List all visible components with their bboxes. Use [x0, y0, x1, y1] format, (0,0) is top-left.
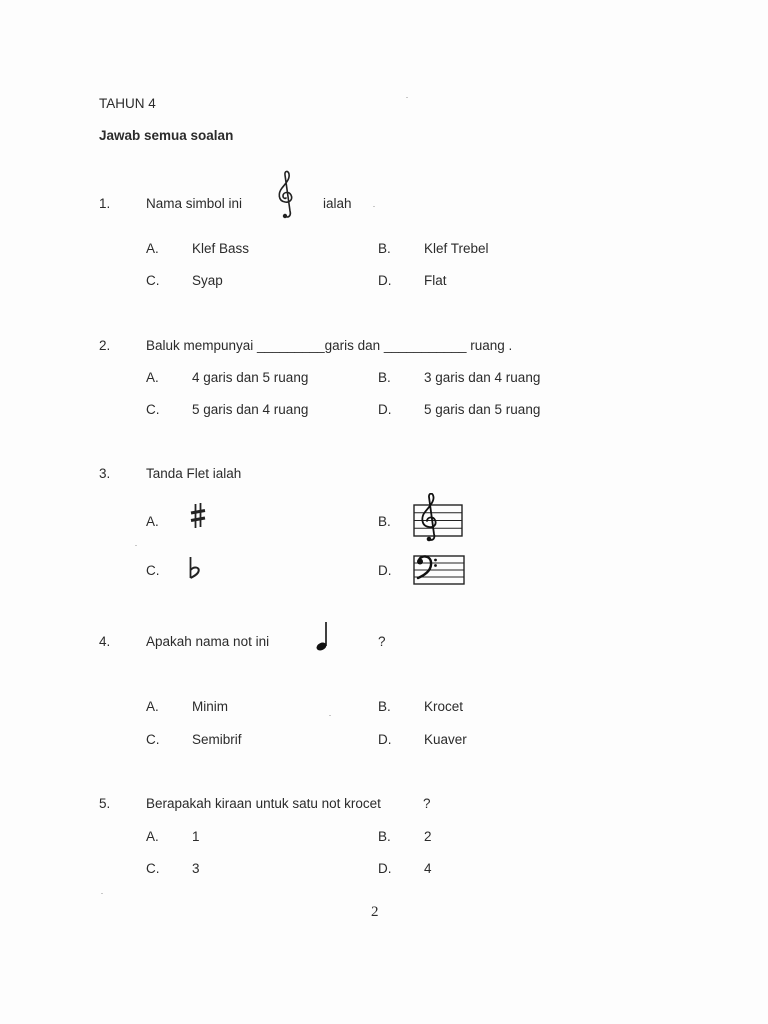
- option-a-text: Klef Bass: [192, 241, 250, 256]
- question-text: Nama simbol ini: [146, 196, 243, 211]
- treble-clef-icon: [274, 170, 298, 220]
- option-b-text: Klef Trebel: [424, 241, 489, 256]
- question-number: 3.: [99, 466, 111, 481]
- scan-speck: [373, 206, 375, 207]
- option-c-letter: C.: [146, 732, 160, 747]
- scan-speck: [329, 715, 331, 716]
- sharp-icon: [190, 503, 206, 529]
- option-d-text: 5 garis dan 5 ruang: [424, 402, 541, 417]
- option-d-letter: D.: [378, 273, 392, 288]
- question-text: Baluk mempunyai _________garis dan ___________ ruang .: [146, 338, 513, 353]
- option-a-text: 4 garis dan 5 ruang: [192, 370, 309, 385]
- crotchet-note-icon: [314, 620, 330, 652]
- option-c-letter: C.: [146, 563, 160, 578]
- option-c-text: Syap: [192, 273, 223, 288]
- option-a-letter: A.: [146, 241, 159, 256]
- option-d-text: 4: [424, 861, 432, 876]
- option-b-text: 2: [424, 829, 432, 844]
- question-text-after: ?: [423, 796, 431, 811]
- question-text: Berapakah kiraan untuk satu not krocet: [146, 796, 381, 811]
- option-d-letter: D.: [378, 732, 392, 747]
- scan-speck: [406, 97, 408, 98]
- question-text-after: ialah: [323, 196, 352, 211]
- question-text-after: ?: [378, 634, 386, 649]
- option-b-letter: B.: [378, 514, 391, 529]
- level-heading: TAHUN 4: [99, 96, 156, 111]
- question-text: Apakah nama not ini: [146, 634, 270, 649]
- option-d-letter: D.: [378, 402, 392, 417]
- option-b-letter: B.: [378, 699, 391, 714]
- option-a-text: 1: [192, 829, 200, 844]
- option-c-text: Semibrif: [192, 732, 242, 747]
- option-d-text: Flat: [424, 273, 447, 288]
- option-d-letter: D.: [378, 563, 392, 578]
- instruction-heading: Jawab semua soalan: [99, 128, 234, 143]
- option-a-text: Minim: [192, 699, 228, 714]
- scan-speck: [135, 545, 137, 546]
- option-c-letter: C.: [146, 273, 160, 288]
- option-d-letter: D.: [378, 861, 392, 876]
- option-b-letter: B.: [378, 241, 391, 256]
- question-number: 1.: [99, 196, 111, 211]
- option-c-letter: C.: [146, 402, 160, 417]
- scan-speck: [101, 893, 103, 894]
- question-number: 2.: [99, 338, 111, 353]
- option-c-text: 3: [192, 861, 200, 876]
- question-text: Tanda Flet ialah: [146, 466, 242, 481]
- bass-clef-staff-icon: [412, 553, 466, 587]
- option-c-letter: C.: [146, 861, 160, 876]
- option-c-text: 5 garis dan 4 ruang: [192, 402, 309, 417]
- option-a-letter: A.: [146, 829, 159, 844]
- option-b-letter: B.: [378, 370, 391, 385]
- option-d-text: Kuaver: [424, 732, 467, 747]
- question-number: 5.: [99, 796, 111, 811]
- question-number: 4.: [99, 634, 111, 649]
- page-number: 2: [371, 904, 379, 920]
- treble-clef-staff-icon: [412, 493, 464, 543]
- option-a-letter: A.: [146, 514, 159, 529]
- flat-icon: [188, 556, 202, 580]
- option-a-letter: A.: [146, 370, 159, 385]
- option-b-letter: B.: [378, 829, 391, 844]
- option-b-text: 3 garis dan 4 ruang: [424, 370, 541, 385]
- option-b-text: Krocet: [424, 699, 464, 714]
- option-a-letter: A.: [146, 699, 159, 714]
